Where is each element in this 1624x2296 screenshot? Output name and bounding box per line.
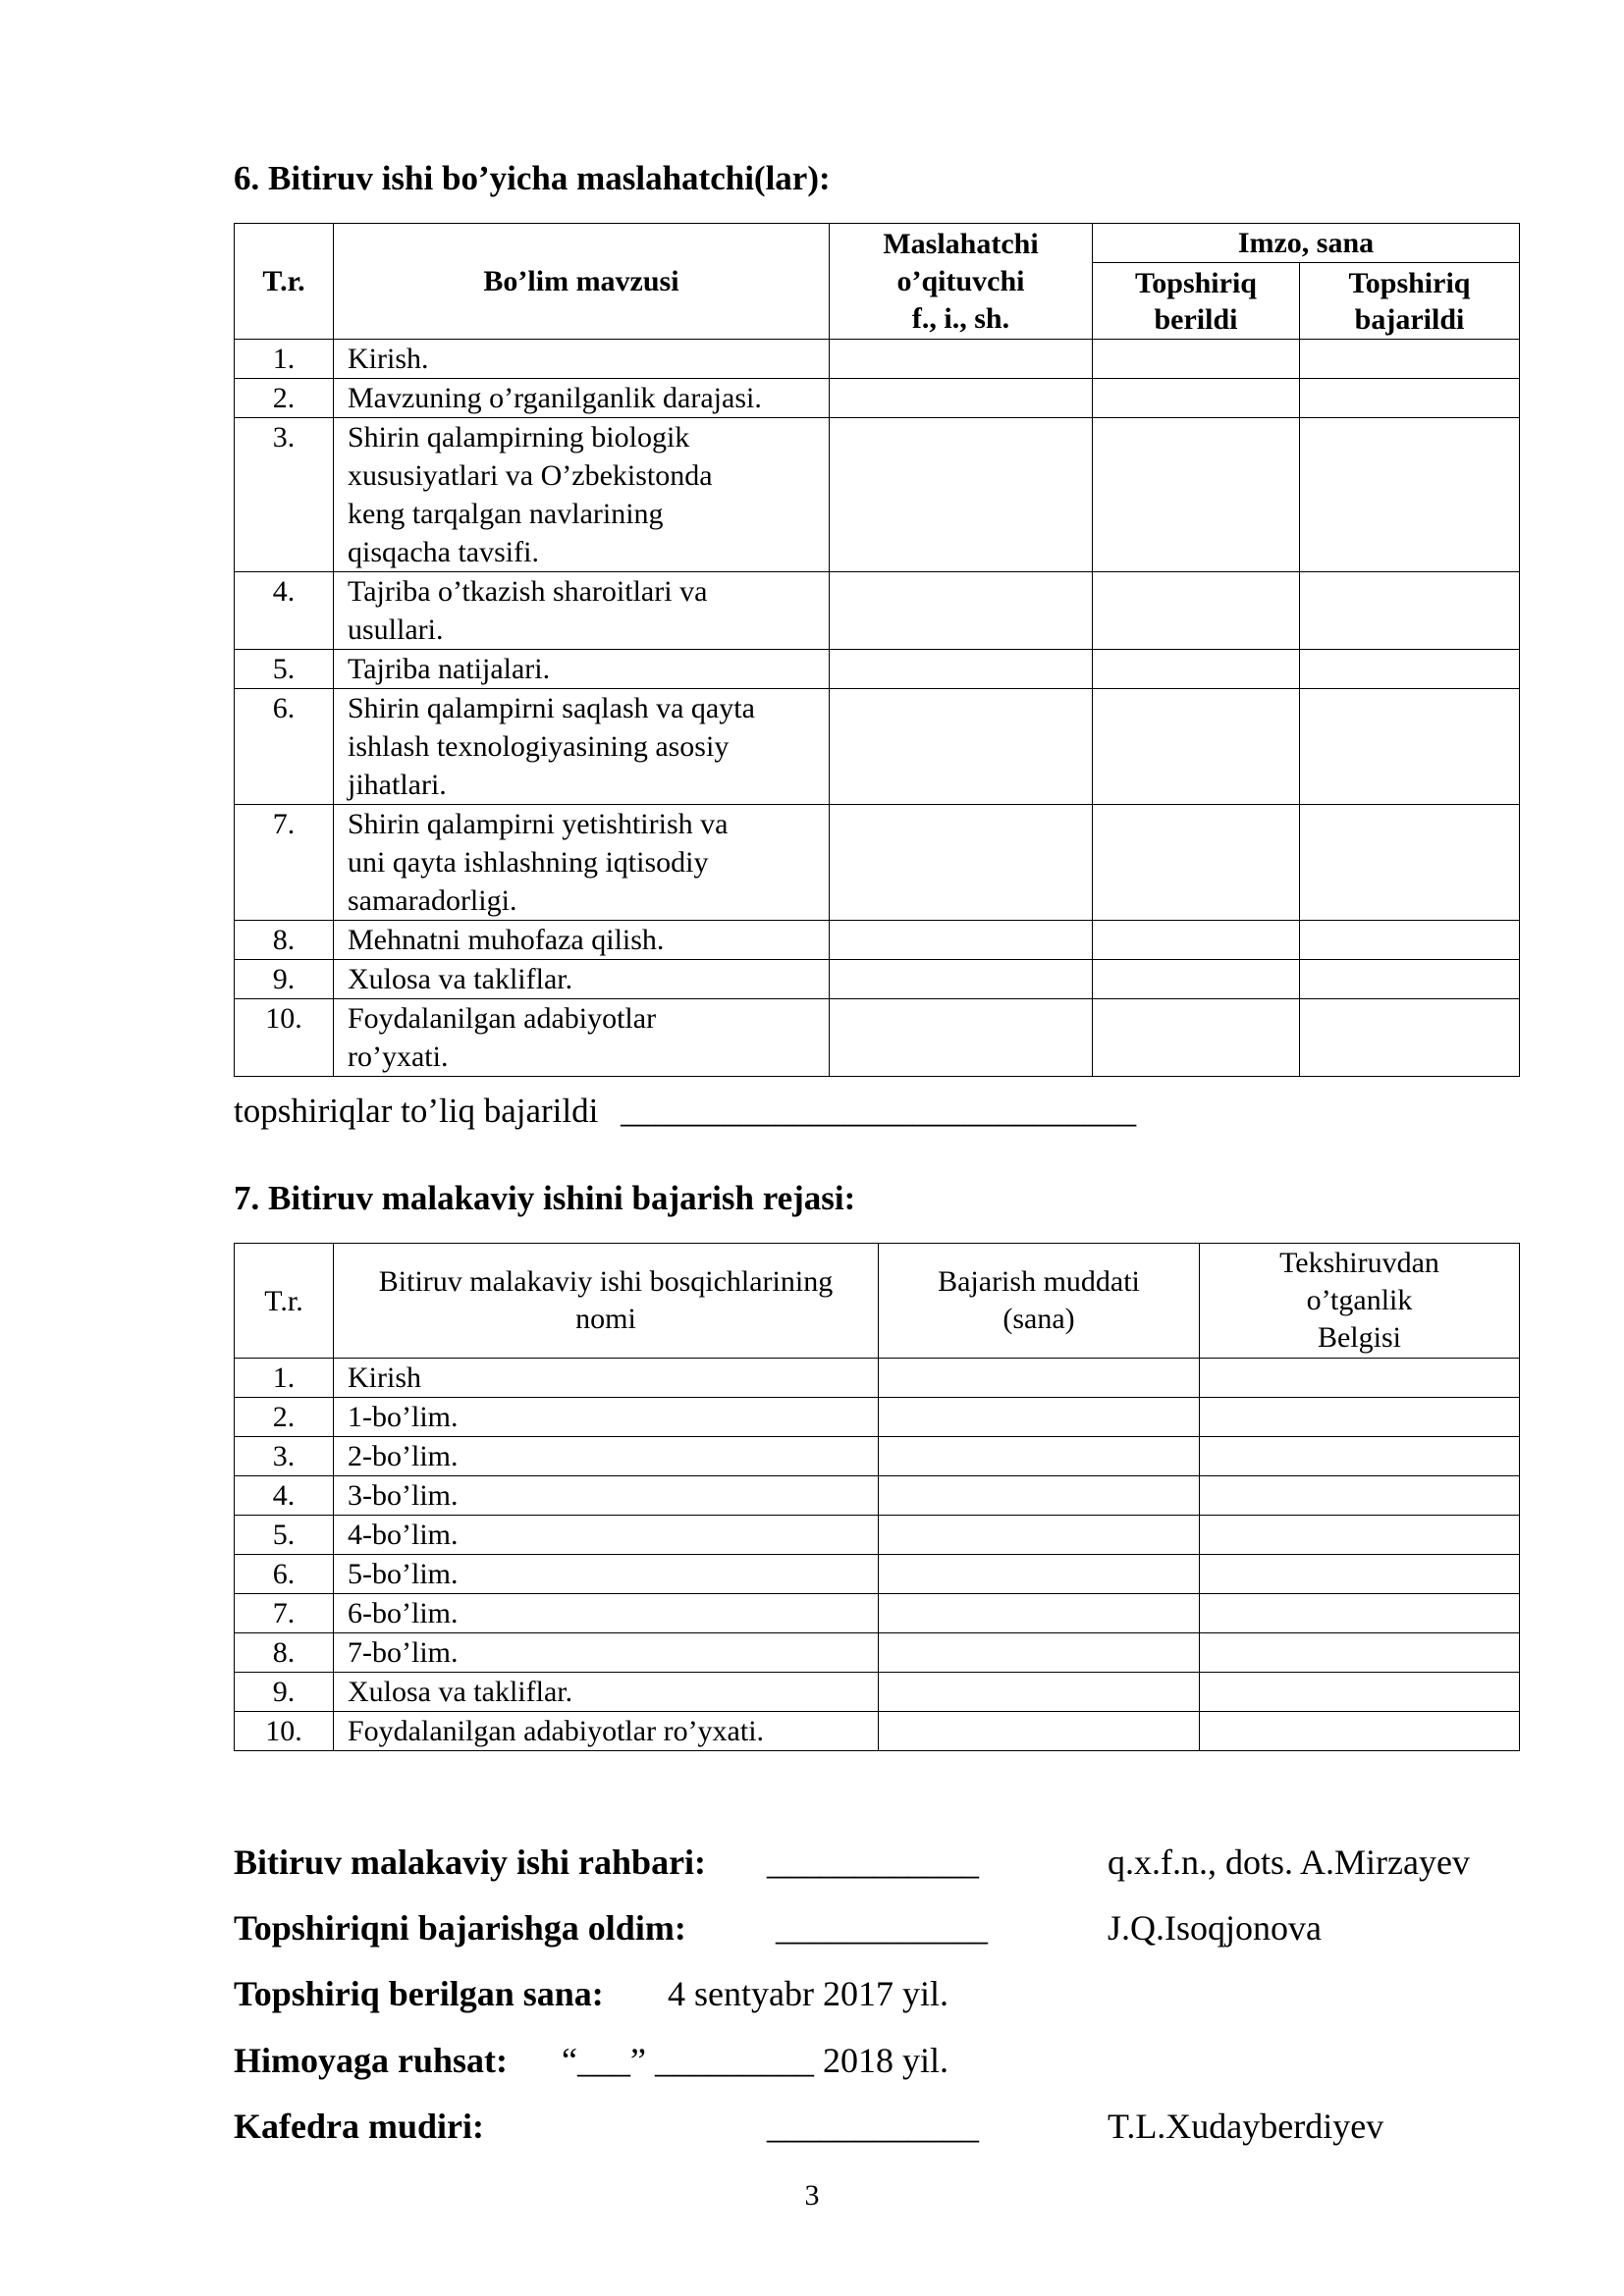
- deadline-cell: [879, 1437, 1200, 1476]
- task-done-cell: [1300, 418, 1520, 572]
- header-advisor-line: Maslahatchi: [883, 227, 1039, 260]
- advisors-table: [234, 223, 1520, 1077]
- defense-label: Himoyaga ruhsat:: [234, 2041, 508, 2080]
- row-topic: [334, 689, 830, 805]
- advisor-row: [235, 805, 1520, 921]
- head-name: T.L.Xudayberdiyev: [1108, 2107, 1384, 2146]
- header-number: T.r.: [235, 224, 334, 340]
- row-topic-line: Tajriba o’tkazish sharoitlari va: [348, 575, 708, 608]
- advisor-cell: [830, 340, 1093, 379]
- advisor-cell: [830, 379, 1093, 418]
- row-number: 3.: [235, 418, 334, 572]
- plan-header-check-line: Belgisi: [1317, 1321, 1401, 1354]
- row-number: 4.: [235, 572, 334, 650]
- accepted-label: Topshiriqni bajarishga oldim:: [234, 1908, 686, 1948]
- check-cell: [1200, 1437, 1520, 1476]
- row-topic: [334, 379, 830, 418]
- plan-row: [235, 1437, 1520, 1476]
- task-done-cell: [1300, 572, 1520, 650]
- row-topic-line: Xulosa va takliflar.: [348, 963, 573, 995]
- row-topic-line: usullari.: [348, 614, 444, 646]
- advisor-row: [235, 999, 1520, 1077]
- defense-value: “___” _________ 2018 yil.: [562, 2041, 948, 2080]
- row-number: 6.: [235, 689, 334, 805]
- check-cell: [1200, 1359, 1520, 1398]
- task-given-cell: [1093, 572, 1300, 650]
- plan-row-stage: 4-bo’lim.: [334, 1516, 879, 1555]
- page-number: 3: [804, 2179, 820, 2212]
- plan-row-number: 10.: [235, 1712, 334, 1751]
- accepted-name: J.Q.Isoqjonova: [1108, 1908, 1322, 1948]
- advisor-cell: [830, 805, 1093, 921]
- advisor-cell: [830, 689, 1093, 805]
- completion-line: [234, 1092, 1136, 1131]
- task-given-cell: [1093, 921, 1300, 960]
- supervisor-name: q.x.f.n., dots. A.Mirzayev: [1108, 1842, 1470, 1882]
- plan-row-number: 9.: [235, 1673, 334, 1712]
- row-number: 7.: [235, 805, 334, 921]
- supervisor-blank: ____________: [767, 1842, 979, 1882]
- row-topic-line: Foydalanilgan adabiyotlar: [348, 1002, 657, 1035]
- row-topic-line: Shirin qalampirni saqlash va qayta: [348, 692, 755, 724]
- task-given-cell: [1093, 805, 1300, 921]
- advisor-row: [235, 418, 1520, 572]
- task-done-cell: [1300, 805, 1520, 921]
- deadline-cell: [879, 1555, 1200, 1594]
- header-given-line: berildi: [1154, 302, 1238, 336]
- header-given-line: Topshiriq: [1135, 266, 1257, 299]
- row-topic-line: Mehnatni muhofaza qilish.: [348, 924, 665, 956]
- advisor-row: [235, 689, 1520, 805]
- advisor-row: [235, 572, 1520, 650]
- head-label: Kafedra mudiri:: [234, 2107, 484, 2146]
- plan-header-stage-line: nomi: [575, 1303, 636, 1335]
- plan-table-body: [235, 1359, 1520, 1751]
- row-number: 1.: [235, 340, 334, 379]
- task-done-cell: [1300, 921, 1520, 960]
- plan-row: [235, 1712, 1520, 1751]
- row-topic: [334, 340, 830, 379]
- row-topic: [334, 418, 830, 572]
- row-topic: [334, 999, 830, 1077]
- row-number: 10.: [235, 999, 334, 1077]
- deadline-cell: [879, 1476, 1200, 1516]
- task-done-cell: [1300, 379, 1520, 418]
- check-cell: [1200, 1476, 1520, 1516]
- row-topic-line: samaradorligi.: [348, 884, 517, 917]
- deadline-cell: [879, 1633, 1200, 1673]
- section-7-title: 7. Bitiruv malakaviy ishini bajarish rejasi:: [234, 1179, 856, 1217]
- row-number: 2.: [235, 379, 334, 418]
- row-topic-line: qisqacha tavsifi.: [348, 536, 539, 568]
- plan-row: [235, 1633, 1520, 1673]
- header-advisor-line: o’qituvchi: [896, 264, 1025, 297]
- plan-row-stage: Xulosa va takliflar.: [334, 1673, 879, 1712]
- task-given-cell: [1093, 999, 1300, 1077]
- check-cell: [1200, 1594, 1520, 1633]
- task-done-cell: [1300, 340, 1520, 379]
- task-given-cell: [1093, 418, 1300, 572]
- header-advisor: [830, 224, 1093, 340]
- plan-row-number: 2.: [235, 1398, 334, 1437]
- plan-row: [235, 1673, 1520, 1712]
- deadline-cell: [879, 1398, 1200, 1437]
- header-done-line: Topshiriq: [1348, 266, 1471, 299]
- row-topic: [334, 921, 830, 960]
- row-topic-line: Shirin qalampirning biologik: [348, 421, 690, 454]
- check-cell: [1200, 1633, 1520, 1673]
- check-cell: [1200, 1712, 1520, 1751]
- plan-row-number: 5.: [235, 1516, 334, 1555]
- plan-row-stage: 6-bo’lim.: [334, 1594, 879, 1633]
- accepted-blank: ____________: [776, 1908, 988, 1948]
- plan-row-number: 8.: [235, 1633, 334, 1673]
- row-topic-line: ishlash texnologiyasining asosiy: [348, 730, 730, 763]
- row-topic-line: Kirish.: [348, 343, 429, 375]
- deadline-cell: [879, 1712, 1200, 1751]
- plan-row-stage: 1-bo’lim.: [334, 1398, 879, 1437]
- plan-header-check: [1200, 1244, 1520, 1359]
- plan-row: [235, 1398, 1520, 1437]
- plan-row: [235, 1594, 1520, 1633]
- header-signature: Imzo, sana: [1093, 224, 1520, 263]
- row-topic: [334, 650, 830, 689]
- advisor-cell: [830, 650, 1093, 689]
- plan-table: [234, 1243, 1520, 1751]
- row-topic-line: uni qayta ishlashning iqtisodiy: [348, 846, 709, 879]
- advisor-cell: [830, 572, 1093, 650]
- row-topic-line: keng tarqalgan navlarining: [348, 498, 664, 530]
- plan-row-number: 6.: [235, 1555, 334, 1594]
- row-topic-line: Shirin qalampirni yetishtirish va: [348, 808, 729, 840]
- plan-header-check-line: o’tganlik: [1306, 1284, 1413, 1316]
- advisor-cell: [830, 418, 1093, 572]
- head-blank: ____________: [767, 2107, 979, 2146]
- plan-row: [235, 1476, 1520, 1516]
- advisor-cell: [830, 960, 1093, 999]
- row-topic-line: Mavzuning o’rganilganlik darajasi.: [348, 382, 762, 414]
- deadline-cell: [879, 1359, 1200, 1398]
- date-value: 4 sentyabr 2017 yil.: [668, 1974, 948, 2013]
- check-cell: [1200, 1673, 1520, 1712]
- task-done-cell: [1300, 999, 1520, 1077]
- advisor-row: [235, 650, 1520, 689]
- check-cell: [1200, 1555, 1520, 1594]
- completion-text: topshiriqlar to’liq bajarildi: [234, 1092, 599, 1130]
- row-number: 5.: [235, 650, 334, 689]
- plan-row: [235, 1516, 1520, 1555]
- plan-row-number: 7.: [235, 1594, 334, 1633]
- advisor-cell: [830, 999, 1093, 1077]
- plan-header-stage-line: Bitiruv malakaviy ishi bosqichlarining: [378, 1265, 834, 1298]
- completion-blank: ______________________________: [621, 1092, 1137, 1130]
- plan-row-stage: 5-bo’lim.: [334, 1555, 879, 1594]
- header-task-given: [1093, 263, 1300, 340]
- advisors-table-body: [235, 340, 1520, 1077]
- check-cell: [1200, 1516, 1520, 1555]
- plan-row: [235, 1555, 1520, 1594]
- plan-row-stage: 2-bo’lim.: [334, 1437, 879, 1476]
- plan-header-deadline: [879, 1244, 1200, 1359]
- row-topic: [334, 805, 830, 921]
- row-topic: [334, 960, 830, 999]
- plan-row-stage: 7-bo’lim.: [334, 1633, 879, 1673]
- task-given-cell: [1093, 379, 1300, 418]
- plan-row-number: 1.: [235, 1359, 334, 1398]
- deadline-cell: [879, 1516, 1200, 1555]
- task-given-cell: [1093, 340, 1300, 379]
- plan-header-number: T.r.: [235, 1244, 334, 1359]
- plan-row-stage: Kirish: [334, 1359, 879, 1398]
- header-topic: Bo’lim mavzusi: [334, 224, 830, 340]
- task-done-cell: [1300, 650, 1520, 689]
- supervisor-label: Bitiruv malakaviy ishi rahbari:: [234, 1842, 707, 1882]
- plan-header-deadline-line: Bajarish muddati: [938, 1265, 1140, 1298]
- row-topic-line: jihatlari.: [348, 769, 447, 801]
- advisor-row: [235, 960, 1520, 999]
- header-done-line: bajarildi: [1354, 302, 1465, 336]
- task-given-cell: [1093, 650, 1300, 689]
- task-done-cell: [1300, 689, 1520, 805]
- plan-row: [235, 1359, 1520, 1398]
- plan-row-stage: Foydalanilgan adabiyotlar ro’yxati.: [334, 1712, 879, 1751]
- task-given-cell: [1093, 960, 1300, 999]
- row-topic-line: Tajriba natijalari.: [348, 653, 551, 685]
- plan-row-stage: 3-bo’lim.: [334, 1476, 879, 1516]
- task-given-cell: [1093, 689, 1300, 805]
- plan-header-deadline-line: (sana): [1002, 1303, 1075, 1335]
- row-topic-line: xususiyatlari va O’zbekistonda: [348, 459, 713, 492]
- task-done-cell: [1300, 960, 1520, 999]
- plan-row-number: 3.: [235, 1437, 334, 1476]
- plan-header-check-line: Tekshiruvdan: [1279, 1247, 1439, 1279]
- advisor-row: [235, 340, 1520, 379]
- row-topic-line: ro’yxati.: [348, 1041, 449, 1073]
- row-number: 8.: [235, 921, 334, 960]
- section-6-title: 6. Bitiruv ishi bo’yicha maslahatchi(lar):: [234, 159, 831, 197]
- deadline-cell: [879, 1594, 1200, 1633]
- plan-header-stage: [334, 1244, 879, 1359]
- row-number: 9.: [235, 960, 334, 999]
- advisor-cell: [830, 921, 1093, 960]
- check-cell: [1200, 1398, 1520, 1437]
- advisor-row: [235, 379, 1520, 418]
- header-advisor-line: f., i., sh.: [911, 301, 1010, 335]
- deadline-cell: [879, 1673, 1200, 1712]
- date-label: Topshiriq berilgan sana:: [234, 1974, 604, 2013]
- row-topic: [334, 572, 830, 650]
- advisor-row: [235, 921, 1520, 960]
- plan-row-number: 4.: [235, 1476, 334, 1516]
- header-task-done: [1300, 263, 1520, 340]
